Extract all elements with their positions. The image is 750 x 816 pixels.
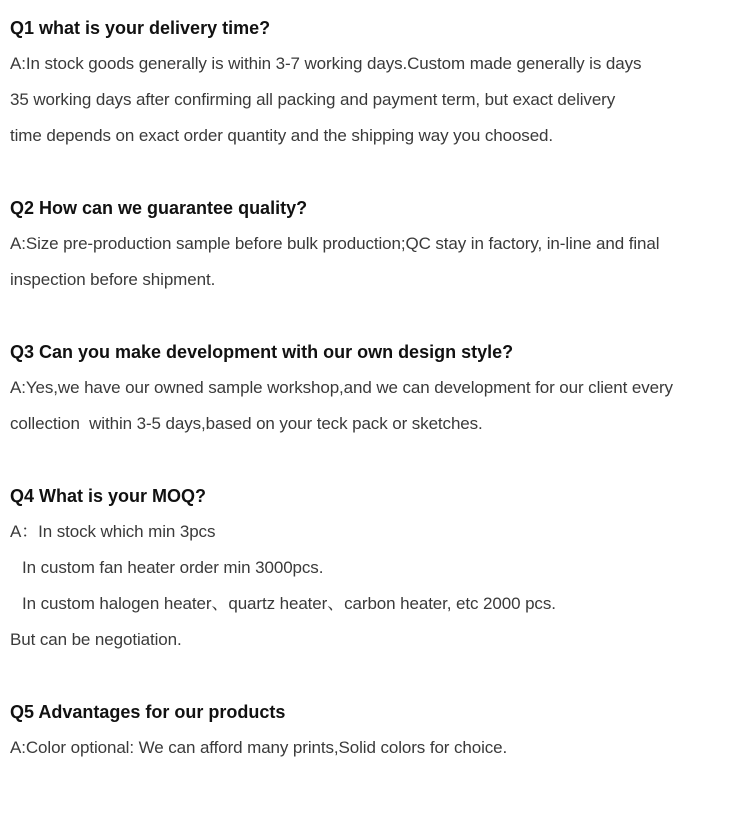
faq-question-5: Q5 Advantages for our products — [10, 702, 286, 722]
faq-answer-4-line-3: In custom halogen heater、quartz heater、carbon heater, etc 2000 pcs. — [22, 594, 556, 613]
faq-answer-1-line-3: time depends on exact order quantity and the shipping way you choosed. — [10, 126, 554, 145]
faq-answer-1-line-2: 35 working days after confirming all packing and payment term, but exact delivery — [10, 90, 616, 109]
faq-answer-5-line-1: A:Color optional: We can afford many prints,Solid colors for choice. — [10, 738, 508, 757]
faq-answer-2-line-2: inspection before shipment. — [10, 270, 216, 289]
faq-answer-3-line-2: collection within 3-5 days,based on your teck pack or sketches. — [10, 414, 483, 433]
faq-question-1: Q1 what is your delivery time? — [10, 18, 271, 38]
faq-answer-4-line-4: But can be negotiation. — [10, 630, 182, 649]
faq-question-4: Q4 What is your MOQ? — [10, 486, 207, 506]
faq-answer-3-line-1: A:Yes,we have our owned sample workshop,and we can development for our client every — [10, 378, 673, 397]
faq-answer-4-line-1: A：In stock which min 3pcs — [10, 522, 216, 541]
faq-answer-4-line-2: In custom fan heater order min 3000pcs. — [22, 558, 324, 577]
faq-question-2: Q2 How can we guarantee quality? — [10, 198, 308, 218]
faq-answer-1-line-1: A:In stock goods generally is within 3-7 working days.Custom made generally is days — [10, 54, 642, 73]
faq-question-3: Q3 Can you make development with our own design style? — [10, 342, 514, 362]
faq-answer-2-line-1: A:Size pre-production sample before bulk production;QC stay in factory, in-line and final — [10, 234, 660, 253]
